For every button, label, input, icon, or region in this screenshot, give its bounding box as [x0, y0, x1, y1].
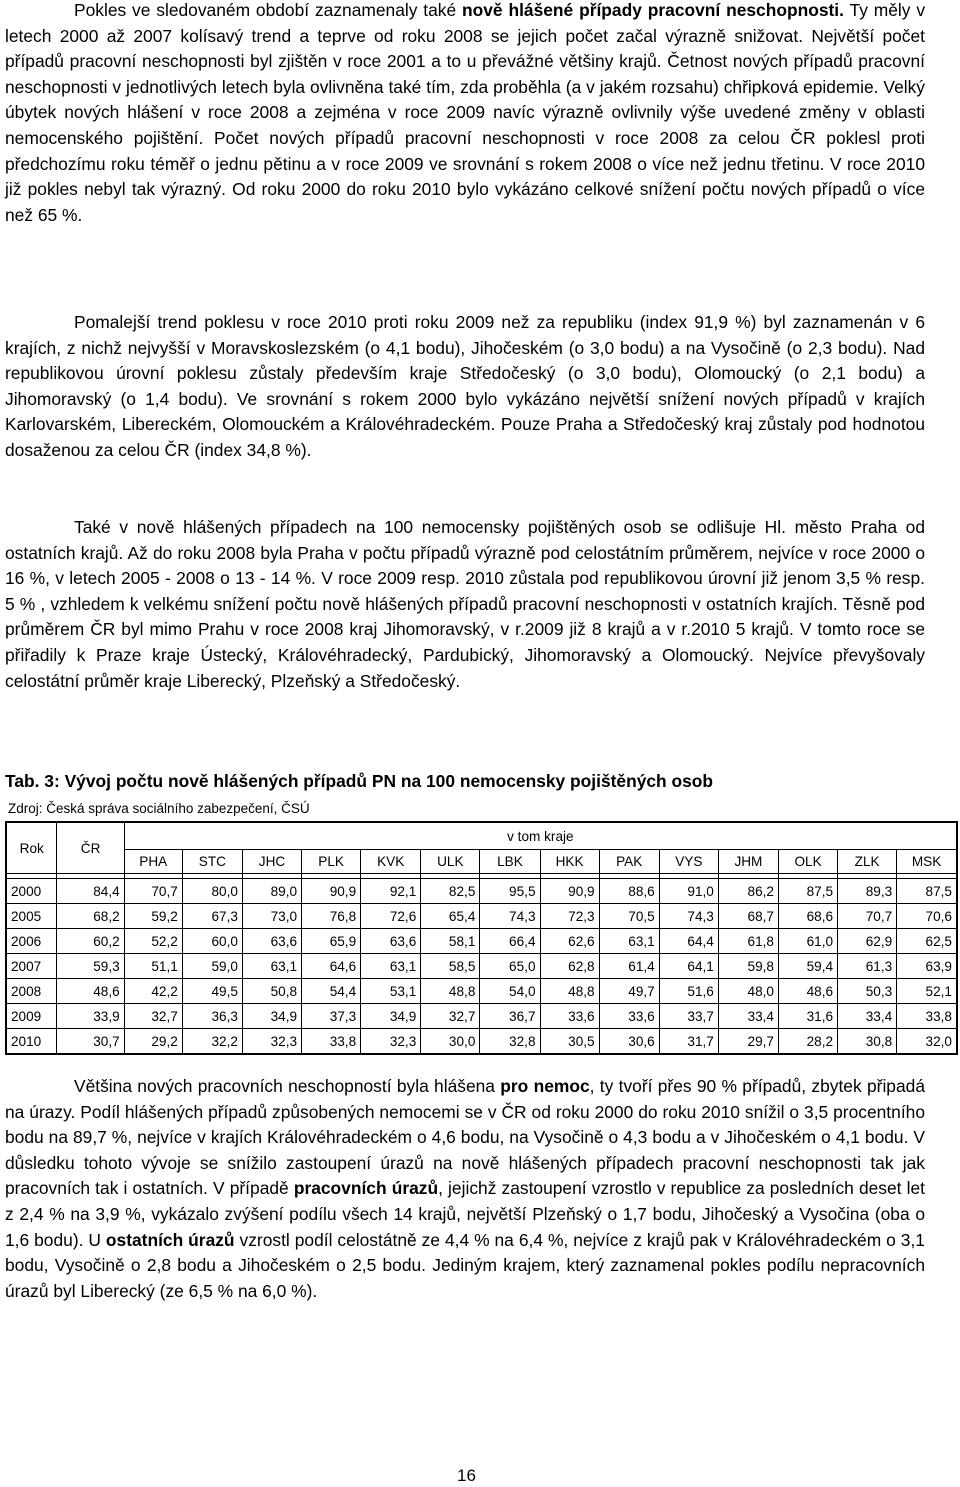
cell-value: 31,6: [778, 1004, 837, 1029]
cell-value: 32,3: [242, 1029, 301, 1055]
cell-value: 65,4: [421, 904, 480, 929]
paragraph-4-bold-c: ostatních úrazů: [105, 1229, 235, 1250]
cell-cr: 84,4: [57, 879, 124, 904]
table-row: [6, 1029, 957, 1055]
cell-value: 29,2: [124, 1029, 182, 1055]
cell-value: 30,6: [599, 1029, 659, 1055]
cell-value: 48,8: [540, 979, 599, 1004]
cell-value: 64,4: [659, 929, 718, 954]
cell-value: 59,4: [778, 954, 837, 979]
cell-value: 70,6: [897, 904, 957, 929]
cell-value: 63,1: [242, 954, 301, 979]
paragraph-4-text-c: , jejichž zastoupení vzrostlo v republice za posledních deset let z 2,4 % na 3,9 %, vykázalo zvýšení podílu všech 14 krajů, největší Plzeňský o 1,7 bodu, Jihočeský a Vysočina (oba o 1,6 bodu). U: [5, 1178, 925, 1250]
cell-value: 52,1: [897, 979, 957, 1004]
table-row: [6, 979, 957, 1004]
cell-value: 65,0: [480, 954, 540, 979]
cell-value: 42,2: [124, 979, 182, 1004]
table-source: Zdroj: Česká správa sociálního zabezpečení, ČSÚ: [8, 801, 310, 816]
header-region: PAK: [599, 850, 659, 874]
cell-year: 2007: [6, 954, 57, 979]
cell-value: 67,3: [182, 904, 242, 929]
header-region: STC: [182, 850, 242, 874]
cell-value: 61,8: [718, 929, 778, 954]
cell-value: 74,3: [659, 904, 718, 929]
cell-value: 51,6: [659, 979, 718, 1004]
cell-value: 68,7: [718, 904, 778, 929]
cell-value: 34,9: [361, 1004, 421, 1029]
cell-value: 32,0: [897, 1029, 957, 1055]
cell-value: 30,5: [540, 1029, 599, 1055]
cell-value: 86,2: [718, 879, 778, 904]
data-table: [5, 821, 958, 1055]
cell-value: 36,3: [182, 1004, 242, 1029]
cell-value: 32,2: [182, 1029, 242, 1055]
cell-value: 28,2: [778, 1029, 837, 1055]
cell-value: 32,7: [124, 1004, 182, 1029]
cell-cr: 68,2: [57, 904, 124, 929]
cell-value: 63,1: [361, 954, 421, 979]
cell-value: 64,1: [659, 954, 718, 979]
cell-value: 70,5: [599, 904, 659, 929]
cell-value: 73,0: [242, 904, 301, 929]
cell-value: 60,0: [182, 929, 242, 954]
cell-value: 37,3: [302, 1004, 361, 1029]
page-number: 16: [457, 1466, 476, 1485]
paragraph-3: Také v nově hlášených případech na 100 nemocensky pojištěných osob se odlišuje Hl. město Praha od ostatních krajů. Až do roku 2008 byla Praha v počtu případů výrazně pod celostátním průměrem, nejvíce v roce 2000 o 16 %, v letech 2005 - 2008 o 13 - 14 %. V roce 2009 resp. 2010 zůstala pod republikovou úrovní již jenom 3,5 % resp. 5 % , vzhledem k velkému snížení počtu nově hlášených případů pracovní neschopnosti v ostatních krajích. Těsně pod průměrem ČR byl mimo Prahu v roce 2008 kraj Jihomoravský, v r.2009 již 8 krajů a v r.2010 5 krajů. V tomto roce se přiřadily k Praze kraje Ústecký, Královéhradecký, Pardubický, Jihomoravský a Olomoucký. Nejvíce převyšovaly celostátní průměr kraje Liberecký, Plzeňský a Středočeský.: [5, 517, 925, 691]
paragraph-4-bold-b: pracovních úrazů: [293, 1178, 439, 1199]
cell-value: 66,4: [480, 929, 540, 954]
paragraph-2: Pomalejší trend poklesu v roce 2010 proti roku 2009 než za republiku (index 91,9 %) byl zaznamenán v 6 krajích, z nichž nejvyšší v Moravskoslezském (o 4,1 bodu), Jihočeském (o 3,0 bodu) a na Vysočině (o 2,3 bodu). Nad republikovou úrovní poklesu zůstaly především kraje Středočeský (o 3,0 bodu), Olomoucký (o 2,1 bodu) a Jihomoravský (o 1,4 bodu). Ve srovnání s rokem 2000 bylo vykázáno největší snížení nových případů v krajích Karlovarském, Libereckém, Olomouckém a Královéhradeckém. Pouze Praha a Středočeský kraj zůstaly pod hodnotou dosaženou za celou ČR (index 34,8 %).: [5, 312, 925, 460]
cell-value: 49,7: [599, 979, 659, 1004]
table-row: [6, 929, 957, 954]
header-region: JHC: [242, 850, 301, 874]
cell-value: 33,4: [718, 1004, 778, 1029]
header-region: LBK: [480, 850, 540, 874]
cell-value: 64,6: [302, 954, 361, 979]
cell-value: 33,6: [540, 1004, 599, 1029]
cell-value: 49,5: [182, 979, 242, 1004]
cell-value: 33,8: [302, 1029, 361, 1055]
table-row: [6, 904, 957, 929]
cell-value: 59,0: [182, 954, 242, 979]
cell-value: 58,1: [421, 929, 480, 954]
paragraph-4-text-d: vzrostl podíl celostátně ze 4,4 % na 6,4 %, nejvíce z krajů pak v Královéhradeckém o 3,1 bodu, Vysočině o 2,8 bodu a Jihočeském o 2,5 bodu. Jediným krajem, který zaznamenal pokles podílu nepracovních úrazů byl Liberecký (ze 6,5 % na 6,0 %).: [5, 1229, 925, 1301]
cell-value: 48,8: [421, 979, 480, 1004]
header-region: VYS: [659, 850, 718, 874]
cell-value: 92,1: [361, 879, 421, 904]
cell-value: 52,2: [124, 929, 182, 954]
cell-value: 70,7: [124, 879, 182, 904]
cell-value: 90,9: [540, 879, 599, 904]
table-region-header-row: [6, 850, 957, 874]
paragraph-4-bold-a: pro nemoc: [500, 1076, 590, 1096]
paragraph-1-text-a: Pokles ve sledovaném období zaznamenaly také: [74, 0, 463, 20]
cell-value: 62,5: [897, 929, 957, 954]
cell-value: 54,4: [302, 979, 361, 1004]
cell-value: 90,9: [302, 879, 361, 904]
cell-value: 51,1: [124, 954, 182, 979]
cell-value: 63,6: [242, 929, 301, 954]
cell-value: 62,6: [540, 929, 599, 954]
cell-cr: 59,3: [57, 954, 124, 979]
paragraph-1: [5, 0, 925, 228]
header-region: PLK: [302, 850, 361, 874]
cell-value: 95,5: [480, 879, 540, 904]
cell-value: 62,9: [838, 929, 897, 954]
cell-value: 74,3: [480, 904, 540, 929]
cell-value: 59,8: [718, 954, 778, 979]
cell-value: 33,8: [897, 1004, 957, 1029]
table-row: [6, 879, 957, 904]
paragraph-1-bold: nově hlášené případy pracovní neschopnosti.: [462, 0, 844, 20]
cell-value: 29,7: [718, 1029, 778, 1055]
cell-value: 58,5: [421, 954, 480, 979]
cell-value: 61,4: [599, 954, 659, 979]
cell-cr: 60,2: [57, 929, 124, 954]
cell-value: 50,8: [242, 979, 301, 1004]
cell-value: 54,0: [480, 979, 540, 1004]
cell-value: 31,7: [659, 1029, 718, 1055]
cell-cr: 33,9: [57, 1004, 124, 1029]
table-header-row: [6, 822, 957, 850]
header-region: JHM: [718, 850, 778, 874]
cell-value: 88,6: [599, 879, 659, 904]
header-cr: ČR: [57, 822, 124, 874]
header-region: HKK: [540, 850, 599, 874]
cell-value: 63,1: [599, 929, 659, 954]
header-region: ULK: [421, 850, 480, 874]
cell-value: 36,7: [480, 1004, 540, 1029]
cell-value: 61,0: [778, 929, 837, 954]
cell-value: 72,3: [540, 904, 599, 929]
cell-value: 87,5: [897, 879, 957, 904]
paragraph-1-text-b: Ty měly v letech 2000 až 2007 kolísavý trend a teprve od roku 2008 se jejich počet začal výrazně snižovat. Největší počet případů pracovní neschopnosti byl zjištěn v roce 2001 a to u převážné většiny krajů. Četnost nových případů pracovní neschopnosti v jednotlivých letech byla ovlivněna také tím, zda proběhla (a v jakém rozsahu) chřipková epidemie. Velký úbytek nových hlášení v roce 2008 a zejména v roce 2009 navíc výrazně ovlivnily výše uvedené změny v oblasti nemocenského pojištění. Počet nových případů pracovní neschopnosti v roce 2008 za celou ČR poklesl proti předchozímu roku téměř o jednu pětinu a v roce 2009 ve srovnání s rokem 2008 o více než jednu třetinu. V roce 2010 již pokles nebyl tak výrazný. Od roku 2000 do roku 2010 bylo vykázáno celkové snížení počtu nových případů o více než 65 %.: [5, 0, 926, 225]
cell-value: 33,6: [599, 1004, 659, 1029]
cell-value: 80,0: [182, 879, 242, 904]
cell-value: 32,3: [361, 1029, 421, 1055]
cell-cr: 30,7: [57, 1029, 124, 1055]
cell-value: 65,9: [302, 929, 361, 954]
cell-value: 32,7: [421, 1004, 480, 1029]
cell-value: 91,0: [659, 879, 718, 904]
cell-value: 34,9: [242, 1004, 301, 1029]
cell-value: 48,6: [778, 979, 837, 1004]
table-body: [6, 874, 957, 1055]
cell-value: 89,0: [242, 879, 301, 904]
table-row: [6, 1004, 957, 1029]
cell-cr: 48,6: [57, 979, 124, 1004]
cell-year: 2005: [6, 904, 57, 929]
cell-value: 72,6: [361, 904, 421, 929]
cell-year: 2000: [6, 879, 57, 904]
paragraph-4: [5, 1074, 925, 1304]
paragraph-4-text-b: , ty tvoří přes 90 % případů, zbytek připadá na úrazy. Podíl hlášených případů způsobených nemocemi se v ČR od roku 2000 do roku 2010 snížil o 3,5 procentního bodu na 89,7 %, nejvíce v krajích Královéhradeckém o 4,6 bodu, na Vysočině o 4,3 bodu a v Jihočeském o 4,1 bodu. V důsledku tohoto vývoje se snížilo zastoupení úrazů na nově hlášených případech pracovní neschopnosti tak jak pracovních tak i ostatních. V případě: [5, 1076, 925, 1199]
cell-year: 2010: [6, 1029, 57, 1055]
cell-year: 2008: [6, 979, 57, 1004]
cell-value: 70,7: [838, 904, 897, 929]
header-region: MSK: [897, 850, 957, 874]
header-group-regions: v tom kraje: [124, 822, 957, 850]
cell-value: 87,5: [778, 879, 837, 904]
cell-value: 62,8: [540, 954, 599, 979]
header-region: KVK: [361, 850, 421, 874]
cell-value: 82,5: [421, 879, 480, 904]
cell-value: 33,4: [838, 1004, 897, 1029]
cell-value: 63,9: [897, 954, 957, 979]
table-row: [6, 954, 957, 979]
cell-value: 32,8: [480, 1029, 540, 1055]
cell-value: 68,6: [778, 904, 837, 929]
cell-value: 30,8: [838, 1029, 897, 1055]
header-region: ZLK: [838, 850, 897, 874]
cell-value: 59,2: [124, 904, 182, 929]
cell-value: 63,6: [361, 929, 421, 954]
cell-value: 76,8: [302, 904, 361, 929]
cell-year: 2009: [6, 1004, 57, 1029]
cell-value: 61,3: [838, 954, 897, 979]
cell-value: 89,3: [838, 879, 897, 904]
header-region: OLK: [778, 850, 837, 874]
cell-value: 30,0: [421, 1029, 480, 1055]
table-caption: Tab. 3: Vývoj počtu nově hlášených případů PN na 100 nemocensky pojištěných osob: [5, 771, 714, 791]
cell-value: 53,1: [361, 979, 421, 1004]
cell-value: 48,0: [718, 979, 778, 1004]
cell-value: 33,7: [659, 1004, 718, 1029]
paragraph-4-text-a: Většina nových pracovních neschopností byla hlášena: [74, 1076, 501, 1096]
cell-year: 2006: [6, 929, 57, 954]
cell-value: 50,3: [838, 979, 897, 1004]
header-rok: Rok: [6, 822, 57, 874]
header-region: PHA: [124, 850, 182, 874]
